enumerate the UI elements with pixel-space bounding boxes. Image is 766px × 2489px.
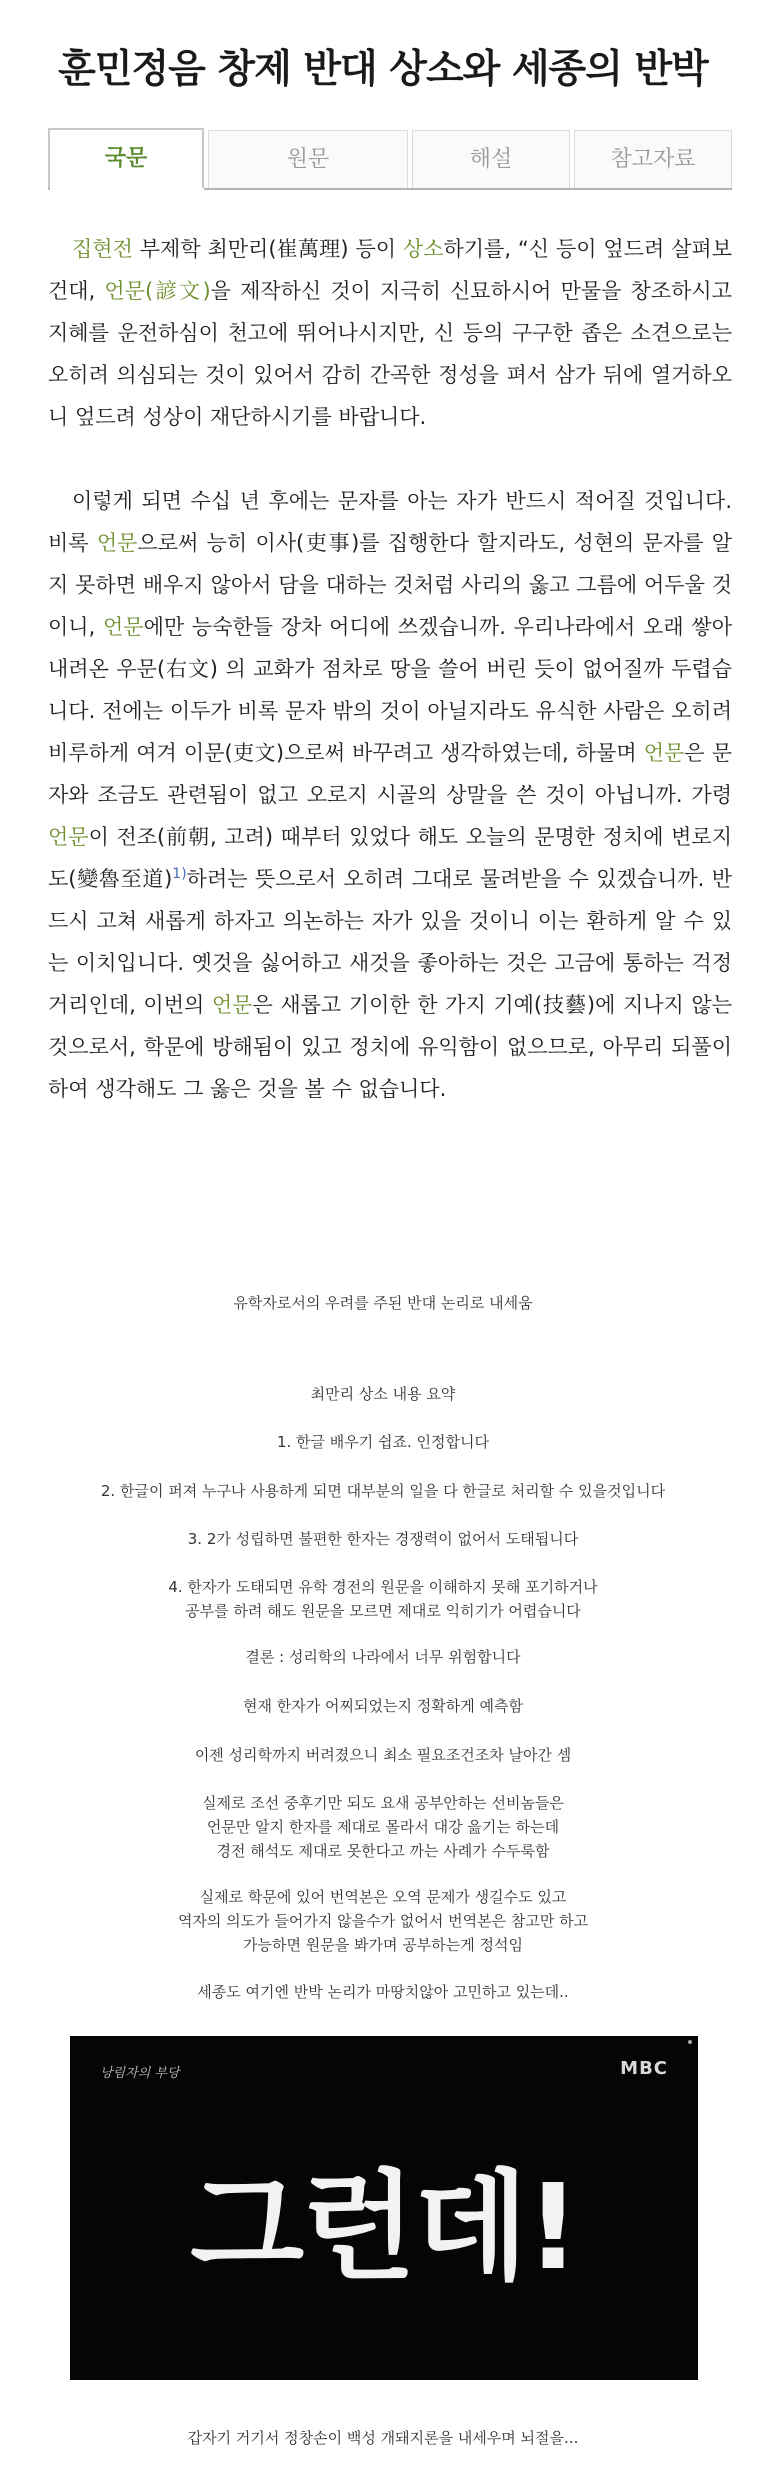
text-span: 하려는 뜻으로서 오히려 그대로 물려받을 수 있겠습니까. 반드시 고쳐 새롭게 하자고 의논하는 자가 있을 것이니 이는 환하게 알 수 있는 이치입니다. 옛것을 싫어하고 새것을 좋아하는 것은 고금에 통하는 걱정거리인데, 이번의 <box>48 867 733 1017</box>
caption-line: 실제로 조선 중후기만 되도 요새 공부안하는 선비놈들은 <box>202 1794 564 1812</box>
footnote-link[interactable]: 1) <box>172 866 187 882</box>
caption-line: 가능하면 원문을 봐가며 공부하는게 정석임 <box>243 1936 523 1954</box>
text-span: 은 새롭고 기이한 한 가지 기예(技藝)에 지나지 않는 것으로서, 학문에 방해됨이 있고 정치에 유익함이 없으므로, 아무리 되풀이하여 생각해도 그 옳은 것을 볼 수 없습니다. <box>48 993 732 1101</box>
caption: 1. 한글 배우기 쉽죠. 인정합니다 <box>276 1433 490 1451</box>
text-span: 이렇게 되면 수십 년 후에는 문자를 아는 자가 반드시 적어질 것입니다. 비록 <box>48 489 732 555</box>
term-eonmun[interactable]: 언문 <box>643 741 685 765</box>
caption-line: 실제로 학문에 있어 번역본은 오역 문제가 생길수도 있고 <box>199 1888 567 1906</box>
video-still[interactable] <box>70 2036 698 2380</box>
video-caption-text: 그런데! <box>190 2158 578 2296</box>
caption-line: 언문만 알지 한자를 제대로 몰라서 대강 읊기는 하는데 <box>206 1818 560 1836</box>
caption-line: 경전 해석도 제대로 못한다고 까는 사례가 수두룩함 <box>216 1842 550 1860</box>
caption-block <box>0 1575 766 1623</box>
corner-dot <box>688 2040 692 2044</box>
caption: 현재 한자가 어찌되었는지 정확하게 예측함 <box>243 1697 523 1715</box>
caption-block <box>0 1791 766 1863</box>
text-span: 이 전조(前朝, 고려) 때부터 있었다 해도 오늘의 문명한 정치에 변로지도(變魯至道) <box>48 825 732 891</box>
broadcaster-logo: MBC <box>620 2058 668 2079</box>
caption: 세종도 여기엔 반박 논리가 마땅치않아 고민하고 있는데.. <box>197 1983 569 2001</box>
text-span: 을 제작하신 것이 지극히 신묘하시어 만물을 창조하시고 지혜를 운전하심이 천고에 뛰어나시지만, 신 등의 구구한 좁은 소견으로는 오히려 의심되는 것이 있어서 감히 간곡한 정성을 펴서 삼가 뒤에 열거하오니 엎드려 성상이 재단하시기를 바랍니다. <box>48 279 732 429</box>
page-title: 훈민정음 창제 반대 상소와 세종의 반박 <box>58 47 708 92</box>
term-eonmun[interactable]: 언문 <box>48 825 89 849</box>
tab-korean[interactable]: 국문 <box>48 128 204 190</box>
program-logo: 낭림자의 부당 <box>100 2066 180 2081</box>
term-eonmun[interactable]: 언문 <box>103 615 144 639</box>
article-paragraph-2 <box>48 480 732 1110</box>
text-span: 하기를, “신 등이 엎드려 살펴보건대, <box>48 237 733 303</box>
caption-line: 공부를 하려 해도 원문을 모르면 제대로 익히기가 어렵습니다 <box>185 1602 581 1620</box>
article-paragraph-1 <box>48 228 732 438</box>
caption: 이젠 성리학까지 버려졌으니 최소 필요조건조차 날아간 셈 <box>194 1746 572 1764</box>
tab-commentary[interactable]: 해설 <box>412 130 570 188</box>
caption: 2. 한글이 퍼져 누구나 사용하게 되면 대부분의 일을 다 한글로 처리할 수 있을것입니다 <box>100 1482 666 1500</box>
term-sangso[interactable]: 상소 <box>402 237 444 261</box>
tab-underline <box>48 188 732 190</box>
text-span: 부제학 최만리(崔萬理) 등이 <box>132 237 403 261</box>
tab-bar <box>48 130 732 190</box>
text-span: 으로써 능히 이사(吏事)를 집행한다 할지라도, 성현의 문자를 알지 못하면 배우지 않아서 담을 대하는 것처럼 사리의 옳고 그름에 어두울 것이니, <box>48 531 732 639</box>
caption-line: 역자의 의도가 들어가지 않을수가 없어서 번역본은 참고만 하고 <box>177 1912 589 1930</box>
caption: 갑자기 거기서 정창손이 백성 개돼지론을 내세우며 뇌절을... <box>187 2429 579 2447</box>
term-eonmun[interactable]: 언문 <box>211 993 253 1017</box>
caption-line: 4. 한자가 도태되면 유학 경전의 원문을 이해하지 못해 포기하거나 <box>168 1578 598 1596</box>
caption: 유학자로서의 우려를 주된 반대 논리로 내세움 <box>233 1294 533 1312</box>
text-span: 에만 능숙한들 장차 어디에 쓰겠습니까. 우리나라에서 오래 쌓아 내려온 우문(右文) 의 교화가 점차로 땅을 쓸어 버린 듯이 없어질까 두렵습니다. 전에는 이두가 비록 문자 밖의 것이 아닐지라도 유식한 사람은 오히려 비루하게 여겨 이문(吏文)으로써 바꾸려고 생각하였는데, 하물며 <box>48 615 732 765</box>
tab-references[interactable]: 참고자료 <box>574 130 732 188</box>
caption: 3. 2가 성립하면 불편한 한자는 경쟁력이 없어서 도태됩니다 <box>187 1530 579 1548</box>
term-eonmun[interactable]: 언문(諺文) <box>104 279 211 303</box>
caption: 결론 : 성리학의 나라에서 너무 위험합니다 <box>245 1648 521 1666</box>
text-span: 은 문자와 조금도 관련됨이 없고 오로지 시골의 상말을 쓴 것이 아닙니까. 가령 <box>48 741 732 807</box>
caption: 최만리 상소 내용 요약 <box>310 1385 456 1403</box>
term-eonmun[interactable]: 언문 <box>96 531 138 555</box>
tab-original[interactable]: 원문 <box>208 130 408 188</box>
caption-block <box>0 1885 766 1957</box>
term-jiphyeonjeon[interactable]: 집현전 <box>72 237 133 261</box>
